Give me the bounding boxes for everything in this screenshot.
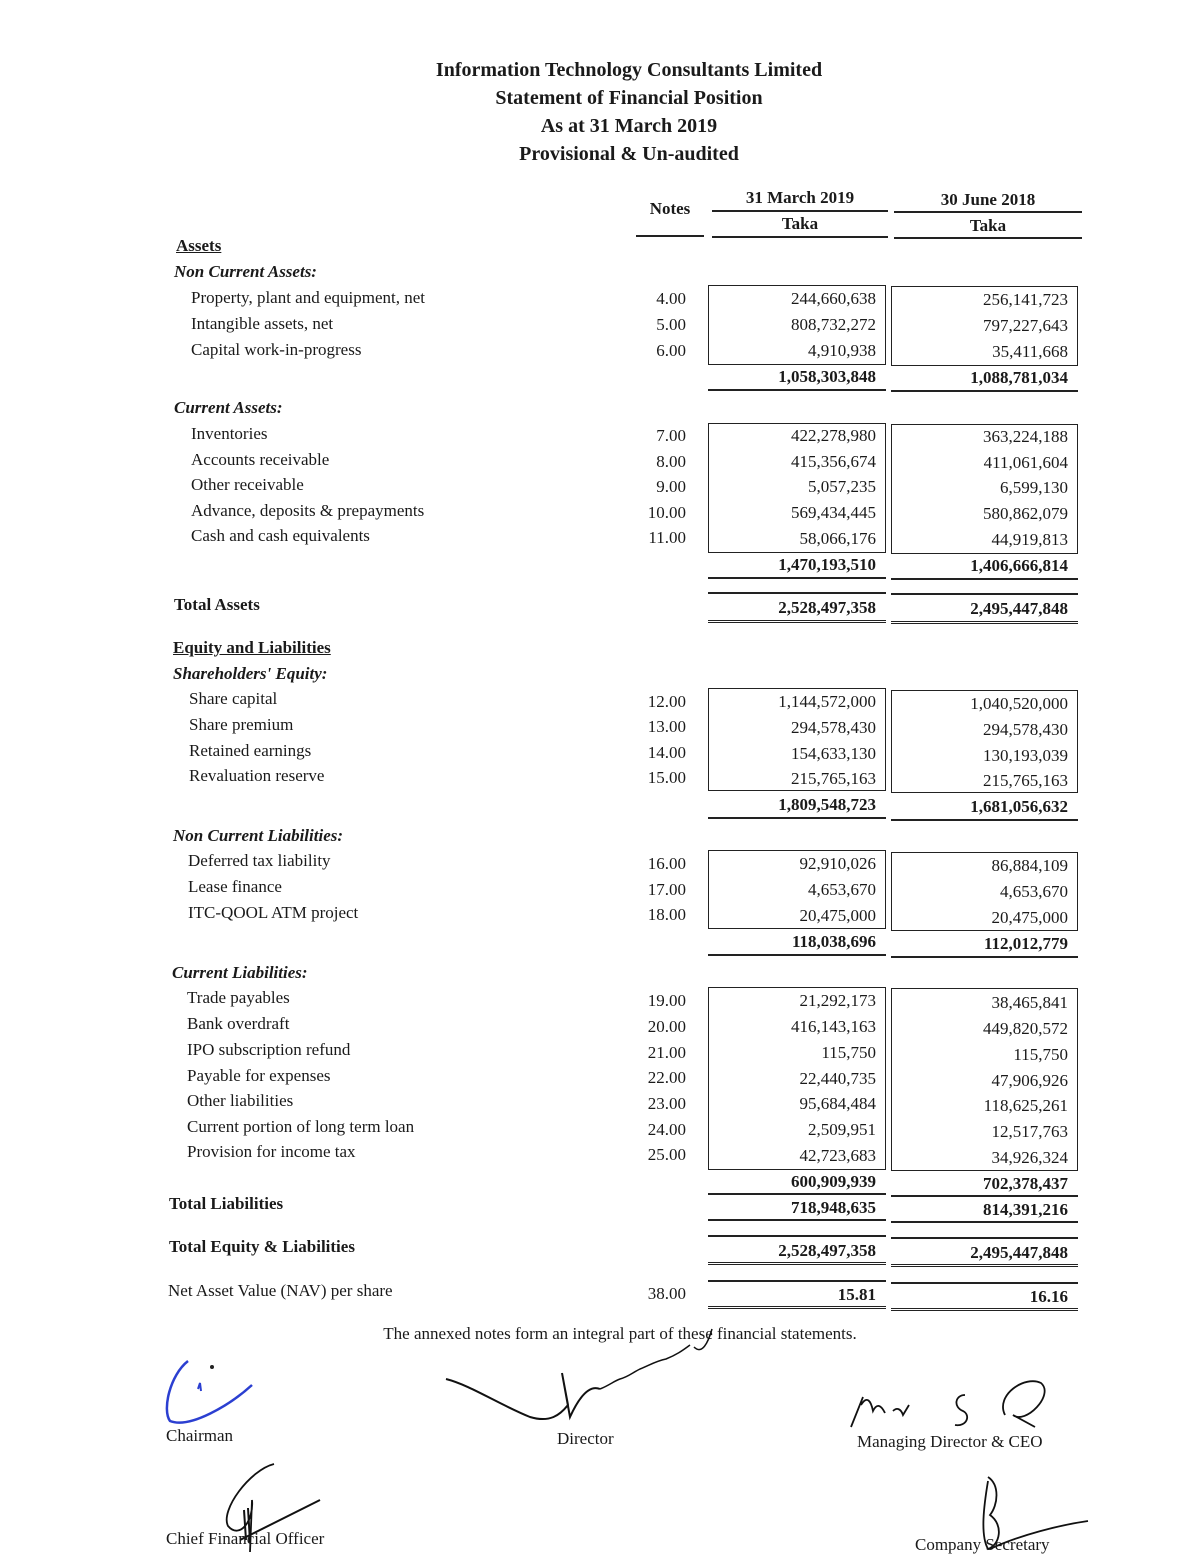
line-item-label: Intangible assets, net — [191, 314, 334, 333]
header-rule — [894, 211, 1082, 213]
value-2019: 5,057,235 — [808, 477, 876, 496]
total-assets-2018: 2,495,447,848 — [970, 599, 1068, 618]
total-equity-liabilities-2018: 2,495,447,848 — [970, 1243, 1068, 1262]
value-2019: 154,633,130 — [791, 744, 876, 763]
total-equity-liabilities-2019: 2,528,497,358 — [778, 1241, 876, 1260]
line-item-label: Accounts receivable — [191, 450, 330, 469]
value-2019: 20,475,000 — [799, 906, 876, 925]
note-ref: 17.00 — [647, 880, 686, 899]
subtotal-rule — [708, 1219, 886, 1221]
double-rule — [891, 1264, 1078, 1267]
total-liabilities-label: Total Liabilities — [169, 1194, 284, 1213]
total-top-rule — [891, 1237, 1078, 1239]
value-2019: 416,143,163 — [791, 1017, 876, 1036]
subtotal-rule — [708, 817, 886, 819]
note-ref: 20.00 — [647, 1017, 686, 1036]
value-2019: 294,578,430 — [791, 718, 876, 737]
line-item-label: Share premium — [189, 715, 294, 734]
total-top-rule — [891, 593, 1078, 595]
line-item-label: Revaluation reserve — [189, 766, 325, 785]
statement-date: As at 31 March 2019 — [540, 115, 718, 137]
subtotal-rule — [891, 819, 1078, 821]
subtotal-rule — [708, 1193, 886, 1195]
line-item-label: Current portion of long term loan — [187, 1117, 415, 1136]
line-item-label: Payable for expenses — [187, 1066, 331, 1085]
notes-column-header: Notes — [649, 199, 691, 218]
nav-2019: 15.81 — [837, 1285, 876, 1304]
current-assets-heading: Current Assets: — [174, 398, 283, 417]
subtotal-2018: 1,406,666,814 — [970, 556, 1068, 575]
value-2018: 115,750 — [1013, 1045, 1068, 1064]
value-2018: 118,625,261 — [983, 1096, 1068, 1115]
note-ref: 15.00 — [647, 768, 686, 787]
note-ref: 7.00 — [656, 426, 686, 445]
note-ref: 38.00 — [647, 1284, 686, 1303]
period2-column-header: 30 June 2018 — [940, 190, 1036, 209]
subtotal-2019: 600,909,939 — [791, 1172, 876, 1191]
subtotal-rule — [708, 389, 886, 391]
line-item-label: IPO subscription refund — [187, 1040, 351, 1059]
line-item-label: Trade payables — [187, 988, 290, 1007]
line-item-label: Share capital — [189, 689, 278, 708]
note-ref: 10.00 — [647, 503, 686, 522]
total-liabilities-2018: 814,391,216 — [983, 1200, 1068, 1219]
note-ref: 24.00 — [647, 1120, 686, 1139]
nav-2018: 16.16 — [1029, 1287, 1068, 1306]
note-ref: 18.00 — [647, 905, 686, 924]
value-2019: 58,066,176 — [799, 529, 876, 548]
value-2018: 363,224,188 — [983, 427, 1068, 446]
annexed-notes-statement: The annexed notes form an integral part of these financial statements. — [383, 1324, 857, 1343]
subtotal-2018: 702,378,437 — [983, 1174, 1068, 1193]
assets-heading: Assets — [176, 236, 222, 255]
note-ref: 11.00 — [648, 528, 686, 547]
header-rule — [636, 235, 704, 237]
line-item-label: Bank overdraft — [187, 1014, 290, 1033]
value-2018: 294,578,430 — [983, 720, 1068, 739]
value-2018: 130,193,039 — [983, 746, 1068, 765]
value-2019: 415,356,674 — [791, 452, 876, 471]
value-2018: 256,141,723 — [983, 290, 1068, 309]
line-item-label: Property, plant and equipment, net — [191, 288, 426, 307]
subtotal-2018: 112,012,779 — [983, 934, 1068, 953]
note-ref: 8.00 — [656, 452, 686, 471]
subtotal-rule — [891, 1195, 1078, 1197]
note-ref: 22.00 — [647, 1068, 686, 1087]
value-2018: 47,906,926 — [991, 1071, 1068, 1090]
document-title-block — [0, 56, 1200, 168]
value-2018: 38,465,841 — [991, 993, 1068, 1012]
director-label: Director — [557, 1429, 614, 1448]
total-equity-liabilities-label: Total Equity & Liabilities — [169, 1237, 355, 1256]
note-ref: 23.00 — [647, 1094, 686, 1113]
value-2018: 86,884,109 — [991, 856, 1068, 875]
value-2018: 1,040,520,000 — [970, 694, 1068, 713]
equity-liabilities-heading: Equity and Liabilities — [173, 638, 331, 657]
director-signature-icon — [440, 1345, 720, 1425]
line-item-label: ITC-QOOL ATM project — [188, 903, 359, 922]
value-2019: 244,660,638 — [791, 289, 876, 308]
value-2018: 35,411,668 — [992, 342, 1068, 361]
value-2019: 808,732,272 — [791, 315, 876, 334]
double-rule — [891, 1308, 1078, 1311]
double-rule — [708, 620, 886, 623]
line-item-label: Deferred tax liability — [188, 851, 331, 870]
value-2019: 21,292,173 — [799, 991, 876, 1010]
value-2019: 569,434,445 — [791, 503, 876, 522]
value-2018: 20,475,000 — [991, 908, 1068, 927]
subtotal-2019: 1,470,193,510 — [778, 555, 876, 574]
chief-financial-officer-label: Chief Financial Officer — [166, 1529, 325, 1548]
double-rule — [708, 1262, 886, 1265]
value-2019: 2,509,951 — [808, 1120, 876, 1139]
value-2018: 12,517,763 — [991, 1122, 1068, 1141]
nav-top-rule — [708, 1280, 886, 1282]
period1-column-header: 31 March 2019 — [745, 188, 855, 207]
line-item-label: Cash and cash equivalents — [191, 526, 370, 545]
note-ref: 13.00 — [647, 717, 686, 736]
line-item-label: Advance, deposits & prepayments — [191, 501, 425, 520]
subtotal-2019: 1,058,303,848 — [778, 367, 876, 386]
note-ref: 14.00 — [647, 743, 686, 762]
total-assets-2019: 2,528,497,358 — [778, 598, 876, 617]
line-item-label: Lease finance — [188, 877, 282, 896]
value-2019: 215,765,163 — [791, 769, 876, 788]
managing-director-signature-icon — [845, 1375, 1065, 1435]
value-2019: 42,723,683 — [799, 1146, 876, 1165]
nav-label: Net Asset Value (NAV) per share — [168, 1281, 393, 1300]
managing-director-ceo-label: Managing Director & CEO — [857, 1432, 1043, 1451]
value-2018: 4,653,670 — [1000, 882, 1068, 901]
line-item-label: Provision for income tax — [187, 1142, 356, 1161]
value-2018: 797,227,643 — [983, 316, 1068, 335]
chairman-label: Chairman — [166, 1426, 234, 1445]
value-2018: 449,820,572 — [983, 1019, 1068, 1038]
nav-top-rule — [891, 1282, 1078, 1284]
non-current-liabilities-heading: Non Current Liabilities: — [173, 826, 344, 845]
currency1-label: Taka — [781, 214, 819, 233]
note-ref: 12.00 — [647, 692, 686, 711]
value-2019: 22,440,735 — [799, 1069, 876, 1088]
company-name: Information Technology Consultants Limited — [435, 59, 823, 81]
value-2018: 215,765,163 — [983, 771, 1068, 790]
line-item-label: Retained earnings — [189, 741, 312, 760]
subtotal-2018: 1,681,056,632 — [970, 797, 1068, 816]
value-2019: 422,278,980 — [791, 426, 876, 445]
value-2019: 4,653,670 — [808, 880, 876, 899]
value-2019: 95,684,484 — [799, 1094, 876, 1113]
total-top-rule — [708, 592, 886, 594]
current-liabilities-heading: Current Liabilities: — [172, 963, 308, 982]
subtotal-rule — [708, 577, 886, 579]
value-2019: 115,750 — [821, 1043, 876, 1062]
subtotal-2019: 1,809,548,723 — [778, 795, 876, 814]
note-ref: 4.00 — [656, 289, 686, 308]
note-ref: 25.00 — [647, 1145, 686, 1164]
currency2-label: Taka — [969, 216, 1007, 235]
value-2019: 92,910,026 — [799, 854, 876, 873]
total-liabilities-2019: 718,948,635 — [791, 1198, 876, 1217]
note-ref: 5.00 — [656, 315, 686, 334]
note-ref: 6.00 — [656, 341, 686, 360]
double-rule — [708, 1306, 886, 1309]
total-top-rule — [708, 1235, 886, 1237]
shareholders-equity-heading: Shareholders' Equity: — [173, 664, 328, 683]
value-2018: 44,919,813 — [991, 530, 1068, 549]
line-item-label: Inventories — [191, 424, 268, 443]
note-ref: 19.00 — [647, 991, 686, 1010]
company-secretary-label: Company Secretary — [915, 1535, 1050, 1554]
subtotal-2018: 1,088,781,034 — [970, 368, 1068, 387]
total-assets-label: Total Assets — [174, 595, 260, 614]
subtotal-rule — [708, 954, 886, 956]
subtotal-rule — [891, 1221, 1078, 1223]
note-ref: 16.00 — [647, 854, 686, 873]
header-rule — [712, 236, 888, 238]
value-2018: 580,862,079 — [983, 504, 1068, 523]
statement-title: Statement of Financial Position — [495, 87, 763, 109]
note-ref: 9.00 — [656, 477, 686, 496]
double-rule — [891, 621, 1078, 624]
non-current-assets-heading: Non Current Assets: — [174, 262, 317, 281]
line-item-label: Other receivable — [191, 475, 304, 494]
value-2019: 1,144,572,000 — [778, 692, 876, 711]
line-item-label: Other liabilities — [187, 1091, 294, 1110]
note-ref: 21.00 — [647, 1043, 686, 1062]
subtotal-rule — [891, 390, 1078, 392]
chairman-signature-icon — [160, 1355, 280, 1435]
subtotal-2019: 118,038,696 — [791, 932, 876, 951]
header-rule — [712, 210, 888, 212]
subtotal-rule — [891, 956, 1078, 958]
value-2018: 34,926,324 — [991, 1148, 1068, 1167]
value-2018: 6,599,130 — [1000, 478, 1068, 497]
line-item-label: Capital work-in-progress — [191, 340, 362, 359]
subtotal-rule — [891, 578, 1078, 580]
header-rule — [894, 237, 1082, 239]
value-2019: 4,910,938 — [808, 341, 876, 360]
value-2018: 411,061,604 — [983, 453, 1068, 472]
statement-status: Provisional & Un-audited — [519, 143, 739, 165]
